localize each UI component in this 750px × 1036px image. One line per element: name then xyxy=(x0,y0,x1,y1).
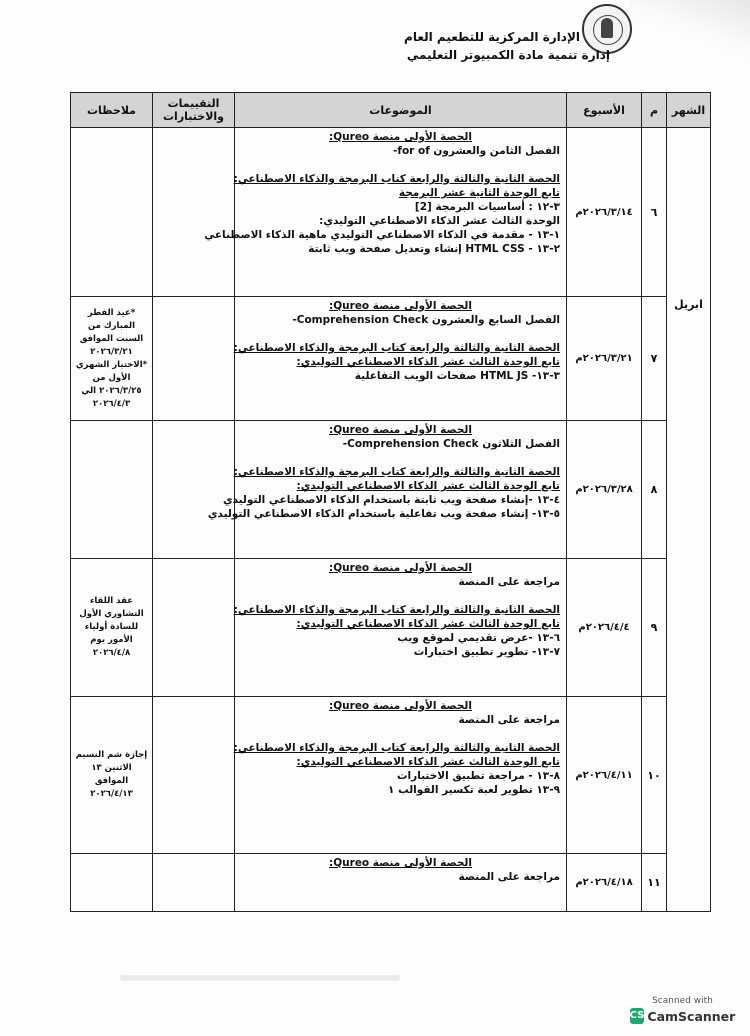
topic-line: الفصل الثلاثون Comprehension Check- xyxy=(342,438,560,450)
topics-cell xyxy=(235,559,567,697)
row-number: ١١ xyxy=(642,854,667,912)
spacer xyxy=(241,589,560,603)
camscanner-watermark xyxy=(631,994,734,1034)
topic-line: تابع الوحدة الثالث عشر الذكاء الاصطناعي التوليدي: xyxy=(296,756,560,768)
row-number: ٧ xyxy=(642,297,667,421)
watermark-name: CamScanner xyxy=(647,1008,736,1024)
topic-line: ٦-١٣ -عرض تقديمي لموقع ويب xyxy=(397,632,560,644)
table-row xyxy=(71,697,711,854)
spacer xyxy=(241,327,560,341)
topic-line: الحصة الثانية والثالثة والرابعة كتاب البرمجة والذكاء الاصطناعي: xyxy=(233,342,560,354)
header-line-1: الإدارة المركزية للتطعيم العام xyxy=(404,30,580,44)
evaluations-cell xyxy=(153,128,235,297)
col-header-evals: التقييمات والاختبارات xyxy=(153,93,235,128)
topic-line: الحصة الثانية والثالثة والرابعة كتاب البرمجة والذكاء الاصطناعي: xyxy=(233,466,560,478)
topics-cell xyxy=(204,128,567,297)
table-row xyxy=(71,421,711,559)
week-date: ٢٠٢٦/٤/١١م xyxy=(567,697,642,854)
row-number: ٩ xyxy=(642,559,667,697)
topic-line: الحصة الأولى منصة Qureo: xyxy=(329,300,472,312)
scan-smudge xyxy=(120,975,400,981)
header-line-2: إدارة تنمية مادة الكمبيوتر التعليمي xyxy=(406,48,610,62)
week-date: ٢٠٢٦/٤/٤م xyxy=(567,559,642,697)
col-header-notes: ملاحظات xyxy=(71,93,153,128)
evaluations-cell xyxy=(153,421,235,559)
topic-line: الحصة الثانية والثالثة والرابعة كتاب البرمجة والذكاء الاصطناعي: xyxy=(233,173,560,185)
topic-line: ٧-١٣- تطوير تطبيق اختبارات xyxy=(413,646,560,658)
topic-line: الحصة الأولى منصة Qureo: xyxy=(329,700,472,712)
table-row xyxy=(71,297,711,421)
row-number: ١٠ xyxy=(642,697,667,854)
topic-line: ٩-١٣ تطوير لعبة تكسير القوالب ١ xyxy=(388,784,560,796)
evaluations-cell xyxy=(153,854,235,912)
spacer xyxy=(241,451,560,465)
week-date: ٢٠٢٦/٣/٢١م xyxy=(567,297,642,421)
topic-line: ٨-١٣ - مراجعة تطبيق الاختبارات xyxy=(397,770,560,782)
notes-cell xyxy=(71,421,153,559)
camscanner-logo-icon: CS xyxy=(630,1008,645,1024)
week-date: ٢٠٢٦/٤/١٨م xyxy=(567,854,642,912)
page-fold-corner xyxy=(630,0,750,60)
topic-line: ٤-١٣ -إنشاء صفحة ويب ثابتة باستخدام الذكاء الاصطناعي التوليدي xyxy=(222,494,560,506)
topics-cell xyxy=(235,697,567,854)
spacer xyxy=(241,727,560,741)
schedule-table xyxy=(70,92,711,912)
notes-cell: عقد اللقاء التشاوري الأول للسادة أولياء الأمور يوم ٢٠٢٦/٤/٨ xyxy=(71,559,153,697)
topic-line: تابع الوحدة الثالث عشر الذكاء الاصطناعي التوليدي: xyxy=(296,480,560,492)
table-row xyxy=(71,559,711,697)
col-header-num: م xyxy=(642,93,667,128)
notes-cell: *عيد الفطر المبارك من السبت الموافق ٢٠٢٦/٣/٢١ *الاختبار الشهري الأول من ٢٠٢٦/٣/٢٥ الي ٢٠٢٦/٤/٣ xyxy=(71,297,153,421)
table-row xyxy=(71,854,711,912)
topic-line: تابع الوحدة الثانية عشر البرمجة xyxy=(398,187,560,199)
topics-cell xyxy=(235,297,567,421)
topic-line: الفصل الثامن والعشرون for of- xyxy=(393,145,560,157)
topic-line: الحصة الثانية والثالثة والرابعة كتاب البرمجة والذكاء الاصطناعي: xyxy=(233,604,560,616)
watermark-top-text: Scanned with xyxy=(652,996,713,1006)
topic-line: تابع الوحدة الثالث عشر الذكاء الاصطناعي التوليدي: xyxy=(296,356,560,368)
topic-line: مراجعة على المنصة xyxy=(458,714,560,726)
notes-cell xyxy=(71,128,153,297)
topic-line: مراجعة على المنصة xyxy=(458,576,560,588)
topic-line: ٢-١٣ - HTML CSS إنشاء وتعديل صفحة ويب ثابتة xyxy=(308,243,560,255)
topic-line: تابع الوحدة الثالث عشر الذكاء الاصطناعي التوليدي: xyxy=(296,618,560,630)
col-header-topics: الموضوعات xyxy=(235,93,567,128)
topic-line: الحصة الثانية والثالثة والرابعة كتاب البرمجة والذكاء الاصطناعي: xyxy=(233,742,560,754)
notes-cell xyxy=(71,854,153,912)
topic-line: ٣-١٣- HTML JS صفحات الويب التفاعلية xyxy=(354,370,560,382)
table-row xyxy=(71,128,711,297)
week-date: ٢٠٢٦/٣/٢٨م xyxy=(567,421,642,559)
topic-line: مراجعة على المنصة xyxy=(458,871,560,883)
evaluations-cell xyxy=(153,697,235,854)
notes-cell: إجازة شم النسيم الاثنين ١٣ الموافق ٢٠٢٦/٤/١٣ xyxy=(71,697,153,854)
topic-line: الحصة الأولى منصة Qureo: xyxy=(329,131,472,143)
topic-line: الحصة الأولى منصة Qureo: xyxy=(329,562,472,574)
topic-line: ٥-١٣- إنشاء صفحة ويب تفاعلية باستخدام الذكاء الاصطناعي التوليدي xyxy=(207,508,560,520)
week-date: ٢٠٢٦/٣/١٤م xyxy=(567,128,642,297)
col-header-week: الأسبوع xyxy=(567,93,642,128)
topic-line: الحصة الأولى منصة Qureo: xyxy=(329,857,472,869)
row-number: ٦ xyxy=(642,128,667,297)
evaluations-cell xyxy=(153,559,235,697)
month-label: ابريل xyxy=(674,298,703,311)
seal-eagle-icon xyxy=(601,18,613,38)
topic-line: الفصل السابع والعشرون Comprehension Check- xyxy=(292,314,560,326)
topic-line: ١-١٣ - مقدمة في الذكاء الاصطناعي التوليدي ماهية الذكاء الاصطناعي xyxy=(204,229,560,241)
topics-cell xyxy=(235,854,567,912)
topics-cell xyxy=(207,421,567,559)
col-header-month: الشهر xyxy=(667,93,711,128)
topic-line: ٣-١٢ : أساسيات البرمجة [2] xyxy=(414,201,560,213)
topic-line: الوحدة الثالث عشر الذكاء الاصطناعي التوليدي: xyxy=(319,215,560,227)
topic-line: الحصة الأولى منصة Qureo: xyxy=(329,424,472,436)
row-number: ٨ xyxy=(642,421,667,559)
ministry-seal-logo xyxy=(582,4,632,54)
spacer xyxy=(241,158,560,172)
evaluations-cell xyxy=(153,297,235,421)
table-header-row xyxy=(71,93,711,128)
month-cell xyxy=(667,128,711,912)
